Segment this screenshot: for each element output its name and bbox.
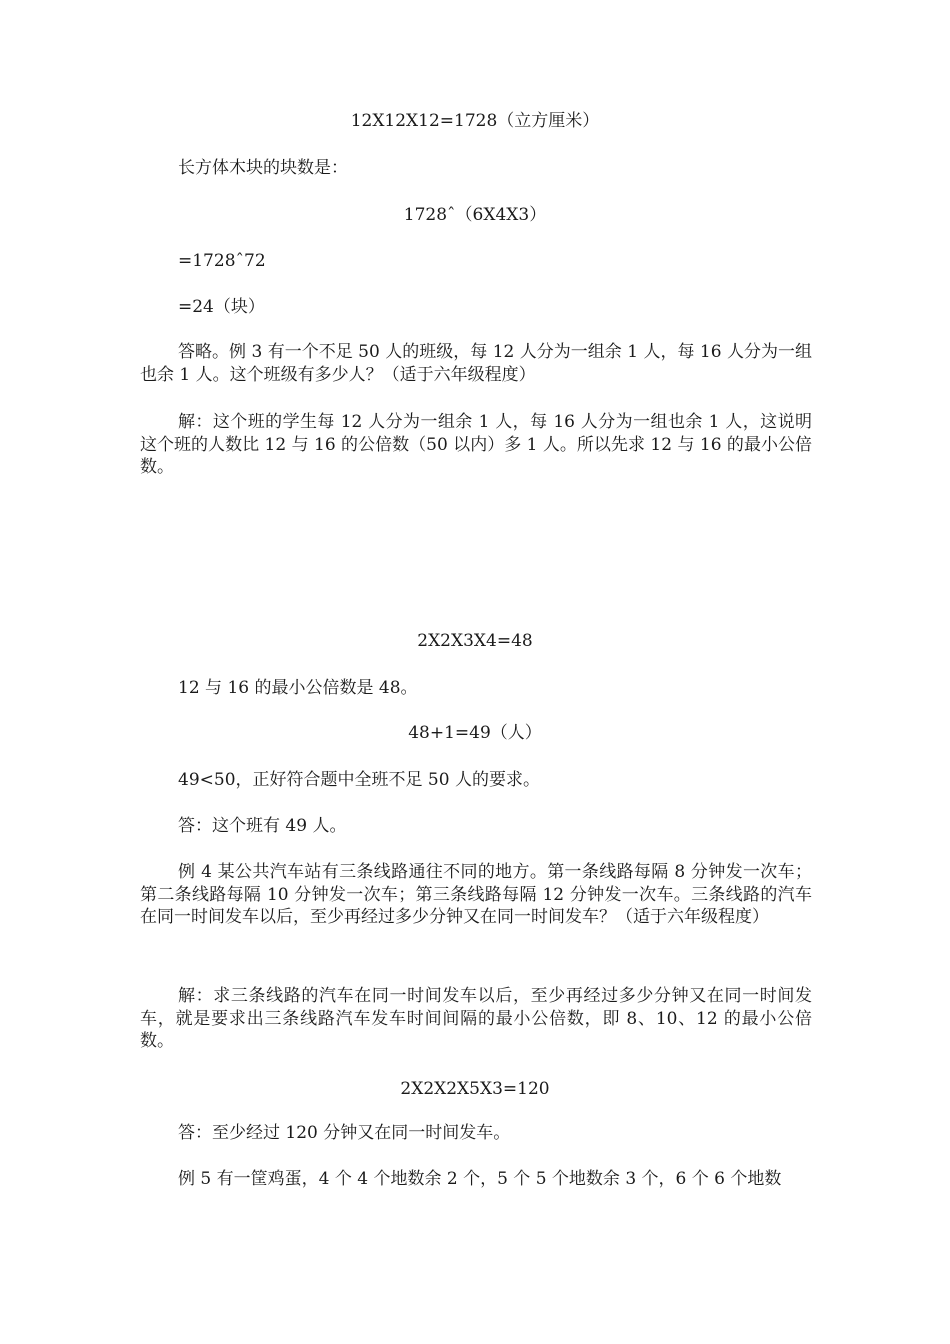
equation-division-3: =24（块） [178, 297, 265, 317]
answer-3: 答：这个班有 49 人。 [178, 816, 347, 836]
example-5-line: 例 5 有一筐鸡蛋，4 个 4 个地数余 2 个，5 个 5 个地数余 3 个，6 个 6 个地数 [178, 1169, 782, 1189]
lcm-statement: 12 与 16 的最小公倍数是 48。 [178, 678, 418, 698]
equation-division-1: 1728ˆ（6X4X3） [403, 205, 547, 225]
solution-3-paragraph: 解：这个班的学生每 12 人分为一组余 1 人，每 16 人分为一组也余 1 人，这说明这个班的人数比 12 与 16 的公倍数（50 以内）多 1 人。所以先求 12 与 16 的最小公倍数。 [140, 412, 812, 477]
equation-division-2: =1728ˆ72 [178, 251, 266, 271]
example-4-paragraph: 例 4 某公共汽车站有三条线路通往不同的地方。第一条线路每隔 8 分钟发一次车；第二条线路每隔 10 分钟发一次车；第三条线路每隔 12 分钟发一次车。三条线路的汽车在同一时间发车以后，至少再经过多少分钟又在同一时间发车？（适于六年级程度） [140, 862, 812, 927]
solution-4-paragraph: 解：求三条线路的汽车在同一时间发车以后，至少再经过多少分钟又在同一时间发车，就是要求出三条线路汽车发车时间间隔的最小公倍数，即 8、10、12 的最小公倍数。 [140, 986, 812, 1051]
answer-4: 答：至少经过 120 分钟又在同一时间发车。 [178, 1123, 511, 1143]
block-count-label: 长方体木块的块数是： [178, 158, 348, 178]
equation-49: 48+1=49（人） [408, 723, 542, 743]
equation-lcm-48: 2X2X3X4=48 [417, 631, 533, 651]
example-3-paragraph: 答略。例 3 有一个不足 50 人的班级，每 12 人分为一组余 1 人，每 16 人分为一组也余 1 人。这个班级有多少人？（适于六年级程度） [140, 342, 812, 385]
equation-volume: 12X12X12=1728（立方厘米） [350, 111, 600, 131]
equation-lcm-120: 2X2X2X5X3=120 [400, 1079, 550, 1099]
check-49: 49<50，正好符合题中全班不足 50 人的要求。 [178, 770, 540, 790]
